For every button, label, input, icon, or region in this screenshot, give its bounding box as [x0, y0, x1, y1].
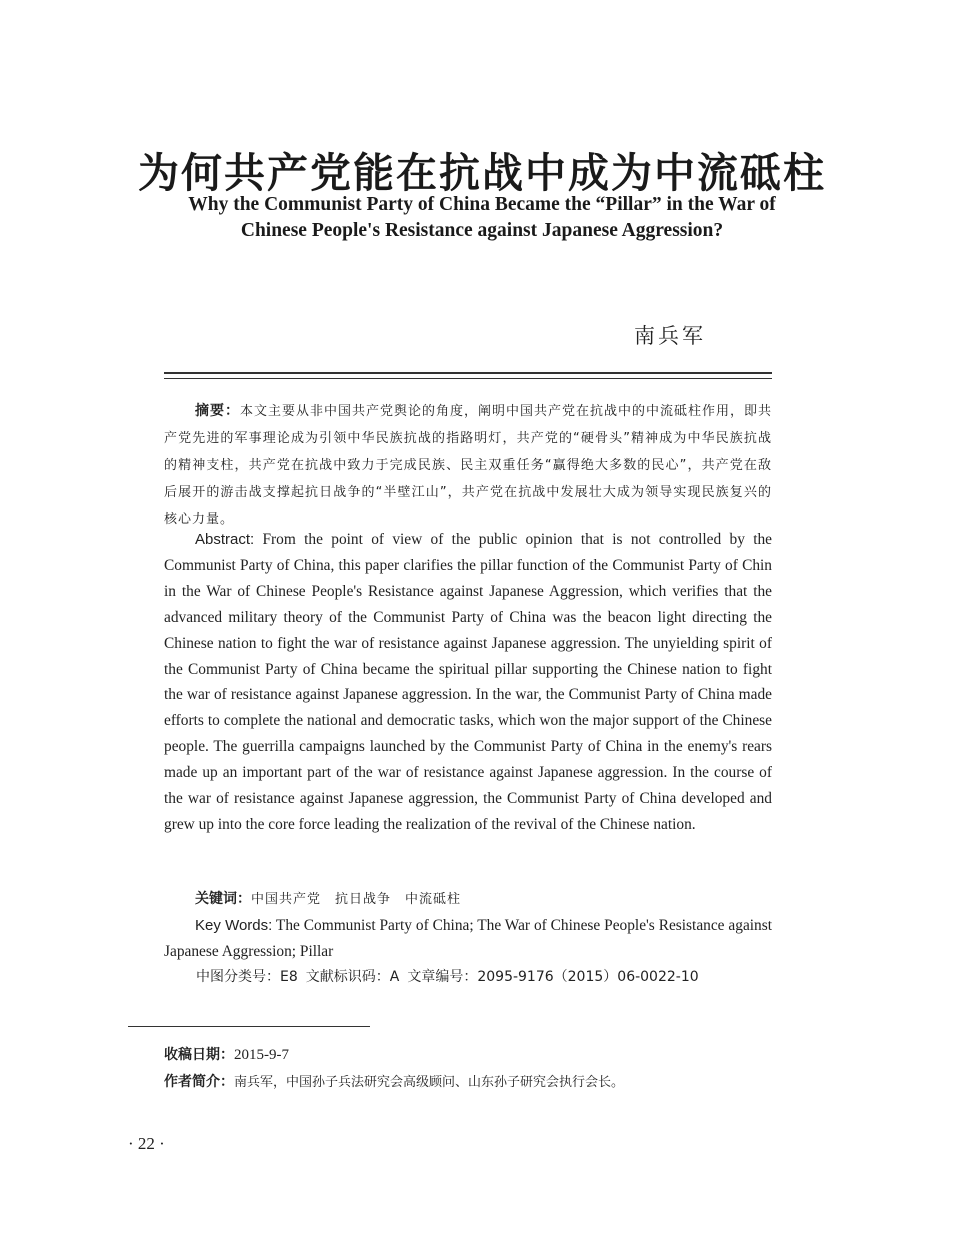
title-chinese: 为何共产党能在抗战中成为中流砥柱	[138, 149, 826, 197]
keywords-english-label: Key Words:	[195, 917, 273, 934]
title-english-line-2: Chinese People's Resistance against Japanese Aggression?	[240, 220, 724, 241]
abstract-english-label: Abstract:	[195, 531, 255, 548]
bio-label: 作者简介：	[164, 1074, 234, 1090]
article-number-label: 文章编号：	[407, 969, 478, 985]
header-rule-thin	[164, 378, 772, 379]
keyword-item: 中国共产党	[251, 892, 322, 907]
abstract-chinese-label: 摘要：	[195, 403, 240, 419]
received-label: 收稿日期：	[164, 1047, 234, 1063]
keyword-item: 中流砥柱	[405, 892, 462, 907]
author-name: 南兵军	[634, 324, 706, 348]
page-number: · 22 ·	[128, 1134, 165, 1153]
keywords-chinese	[164, 886, 772, 913]
bio-text: 南兵军，中国孙子兵法研究会高级顾问、山东孙子研究会执行会长。	[234, 1075, 625, 1090]
keywords-english	[164, 913, 772, 965]
title-english-line-1: Why the Communist Party of China Became the “Pillar” in the War of	[188, 194, 776, 215]
footnote-author-bio	[164, 1071, 624, 1091]
footnote-rule	[128, 1026, 370, 1027]
keyword-item: 抗日战争	[335, 892, 392, 907]
title-english	[100, 192, 864, 244]
doc-code-value: A	[389, 969, 400, 985]
received-date: 2015-9-7	[234, 1047, 289, 1063]
abstract-chinese	[164, 398, 772, 533]
clc-label: 中图分类号：	[196, 969, 280, 985]
classification-line	[196, 966, 699, 986]
abstract-english-text: From the point of view of the public opinion that is not controlled by the Communist Party of China, this paper clarifies the pillar function of the Communist Party of Chin in the War of Chinese People's Resistance against Japanese Aggression, which verifies that the advanced military theory of the Communist Party of China was the beacon light directing the Chinese nation to fight the war of resistance against Japanese aggression. The unyielding spirit of the Communist Party of China became the spiritual pillar supporting the Chinese nation to fight the war of resistance against Japanese aggression. In the war, the Communist Party of China made efforts to complete the national and democratic tasks, which won the major support of the Chinese people. The guerrilla campaigns launched by the Communist Party of China in the enemy's rears made up an important part of the war of resistance against Japanese aggression. In the course of the war of resistance against Japanese aggression, the Communist Party of China developed and grew up into the core force leading the realization of the revival of the Chinese nation.	[164, 531, 772, 833]
keywords-chinese-label: 关键词：	[195, 891, 251, 907]
abstract-english	[164, 527, 772, 838]
clc-value: E8	[280, 969, 298, 985]
doc-code-label: 文献标识码：	[305, 969, 390, 985]
article-number-value: 2095-9176（2015）06-0022-10	[477, 969, 699, 985]
keywords-english-text: The Communist Party of China; The War of Chinese People's Resistance against Japanese Aggression; Pillar	[164, 917, 773, 960]
header-rule-thick	[164, 372, 772, 374]
footnote-received	[164, 1044, 289, 1064]
abstract-chinese-text: 本文主要从非中国共产党舆论的角度，阐明中国共产党在抗战中的中流砥柱作用，即共产党先进的军事理论成为引领中华民族抗战的指路明灯，共产党的“硬骨头”精神成为中华民族抗战的精神支柱，共产党在抗战中致力于完成民族、民主双重任务“赢得绝大多数的民心”，共产党在敌后展开的游击战支撑起抗日战争的“半壁江山”，共产党在抗战中发展壮大成为领导实现民族复兴的核心力量。	[164, 404, 773, 527]
